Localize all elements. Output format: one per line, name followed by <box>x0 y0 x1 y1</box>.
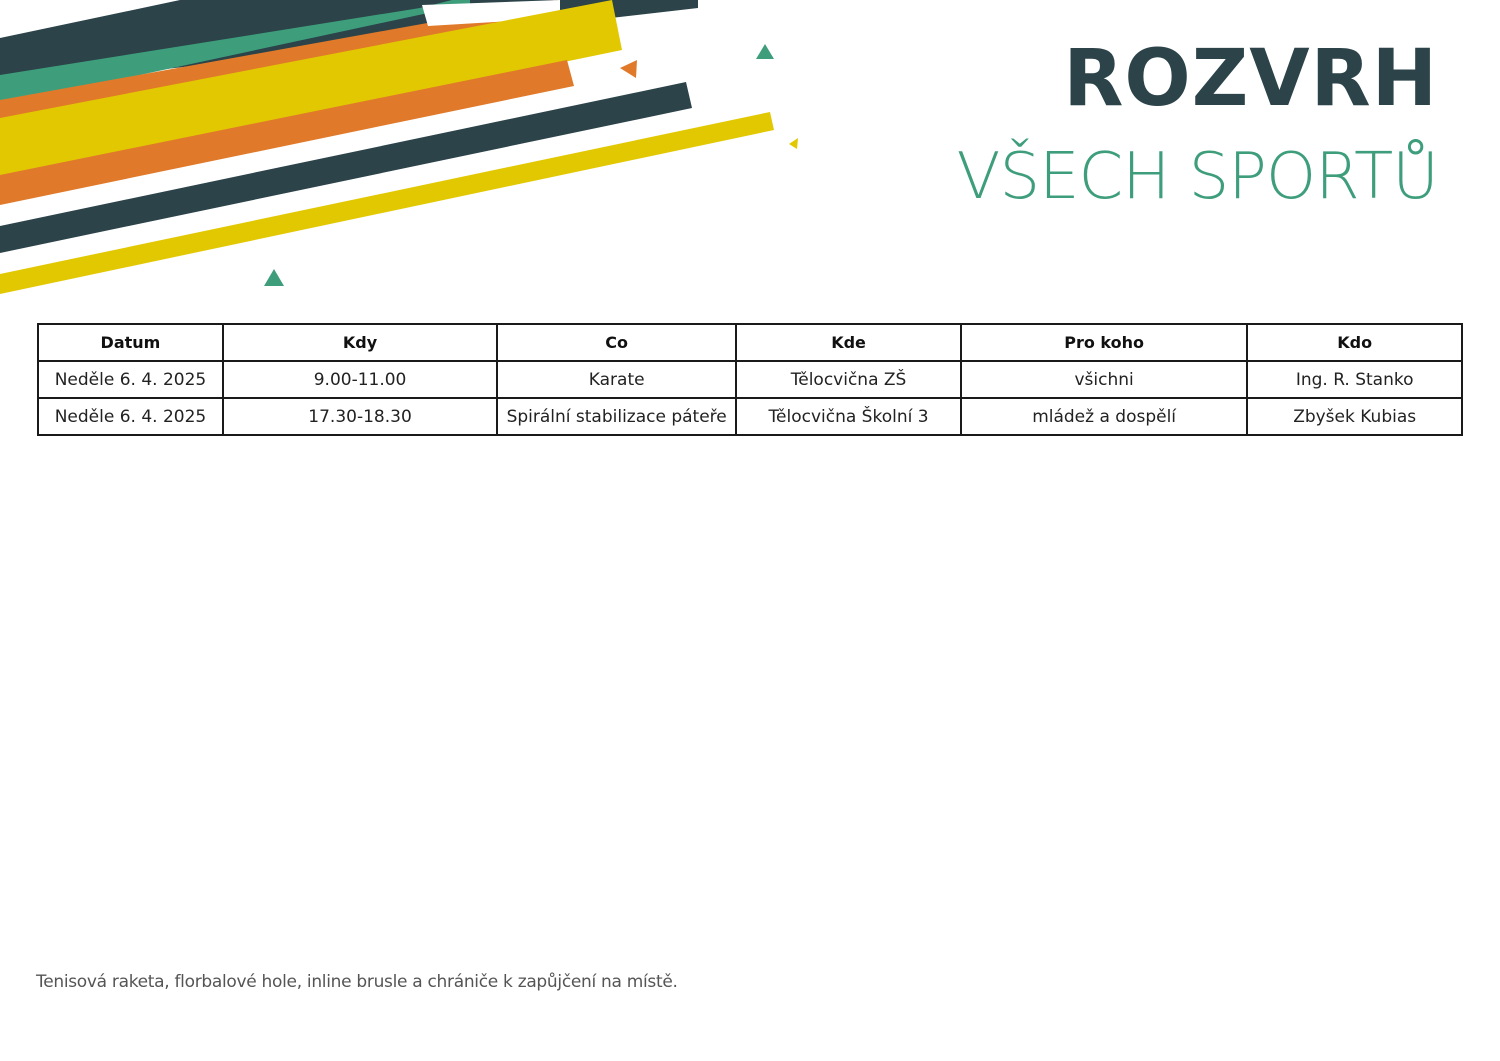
cell-kde: Tělocvična ZŠ <box>736 361 961 398</box>
column-header-kdo: Kdo <box>1247 324 1462 361</box>
column-header-datum: Datum <box>38 324 223 361</box>
schedule-table <box>37 323 1463 436</box>
cell-datum: Neděle 6. 4. 2025 <box>38 361 223 398</box>
column-header-kde: Kde <box>736 324 961 361</box>
cell-co: Spirální stabilizace páteře <box>497 398 736 435</box>
triangle-yellow-small <box>789 138 798 149</box>
table-row <box>38 398 1462 435</box>
column-header-co: Co <box>497 324 736 361</box>
triangle-green-top <box>756 44 774 59</box>
cell-kde: Tělocvična Školní 3 <box>736 398 961 435</box>
triangle-green-bottom <box>264 269 284 286</box>
footer-note: Tenisová raketa, florbalové hole, inline brusle a chrániče k zapůjčení na místě. <box>36 972 678 992</box>
decorative-stripes <box>0 0 820 310</box>
cell-kdo: Zbyšek Kubias <box>1247 398 1462 435</box>
cell-kdy: 9.00-11.00 <box>223 361 497 398</box>
column-header-pro-koho: Pro koho <box>961 324 1247 361</box>
page-subtitle: VŠECH SPORTŮ <box>956 140 1438 214</box>
cell-datum: Neděle 6. 4. 2025 <box>38 398 223 435</box>
cell-pro-koho: všichni <box>961 361 1247 398</box>
page-title: ROZVRH <box>1063 34 1438 124</box>
table-row <box>38 361 1462 398</box>
table-header-row <box>38 324 1462 361</box>
cell-co: Karate <box>497 361 736 398</box>
column-header-kdy: Kdy <box>223 324 497 361</box>
cell-pro-koho: mládež a dospělí <box>961 398 1247 435</box>
cell-kdy: 17.30-18.30 <box>223 398 497 435</box>
triangle-orange <box>620 60 637 78</box>
cell-kdo: Ing. R. Stanko <box>1247 361 1462 398</box>
